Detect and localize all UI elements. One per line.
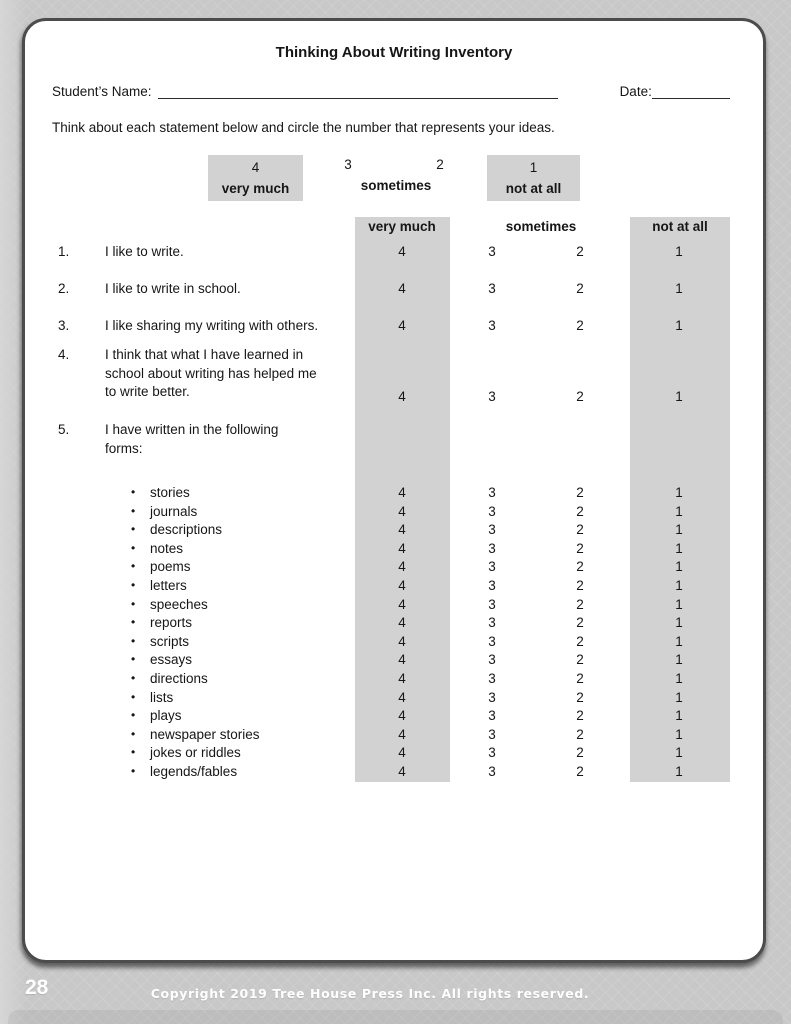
date-label: Date: — [619, 84, 652, 99]
legend-very-much-box — [208, 155, 303, 201]
form-label: jokes or riddles — [150, 745, 241, 760]
rating-option-3: 3 — [488, 615, 496, 630]
statement-row — [25, 316, 763, 335]
rating-option-1: 1 — [675, 745, 683, 760]
statement-text: school about writing has helped me — [105, 365, 317, 381]
bullet-icon: • — [131, 559, 136, 573]
bullet-icon: • — [131, 541, 136, 555]
bullet-icon: • — [131, 634, 136, 648]
rating-option-2: 2 — [576, 764, 584, 779]
page-title: Thinking About Writing Inventory — [275, 44, 513, 61]
rating-option-2: 2 — [576, 485, 584, 500]
rating-option-3: 3 — [488, 727, 496, 742]
rating-option-4: 4 — [398, 244, 406, 259]
rating-option-3: 3 — [488, 318, 496, 333]
statement-ratings-row — [25, 387, 763, 406]
bullet-icon: • — [131, 652, 136, 666]
rating-option-3: 3 — [488, 671, 496, 686]
rating-option-3: 3 — [488, 745, 496, 760]
rating-option-1: 1 — [675, 708, 683, 723]
rating-option-1: 1 — [675, 578, 683, 593]
rating-option-1: 1 — [675, 318, 683, 333]
worksheet-card — [22, 18, 766, 963]
rating-option-2: 2 — [576, 389, 584, 404]
column-header-sometimes: sometimes — [505, 219, 577, 234]
rating-option-1: 1 — [675, 281, 683, 296]
date-line — [652, 85, 730, 99]
rating-option-2: 2 — [576, 504, 584, 519]
statement-text: I like sharing my writing with others. — [105, 318, 319, 333]
statement-text: I think that what I have learned in — [105, 347, 304, 362]
form-row — [25, 502, 763, 521]
rating-option-3: 3 — [488, 541, 496, 556]
rating-option-4: 4 — [398, 485, 406, 500]
student-name-line — [158, 85, 558, 99]
rating-option-3: 3 — [488, 690, 496, 705]
rating-option-1: 1 — [675, 652, 683, 667]
rating-option-2: 2 — [576, 578, 584, 593]
rating-option-3: 3 — [488, 244, 496, 259]
rating-option-3: 3 — [488, 708, 496, 723]
bullet-icon: • — [131, 764, 136, 778]
rating-option-3: 3 — [488, 559, 496, 574]
bottom-band — [8, 1010, 783, 1024]
rating-option-3: 3 — [488, 634, 496, 649]
rating-option-1: 1 — [675, 671, 683, 686]
statement-row — [25, 279, 763, 298]
form-label: newspaper stories — [150, 727, 260, 742]
form-label: lists — [150, 690, 174, 705]
bullet-icon: • — [131, 504, 136, 518]
legend-not-at-all-box — [487, 155, 580, 201]
form-label: reports — [150, 615, 193, 630]
rating-option-4: 4 — [398, 615, 406, 630]
form-label: directions — [150, 671, 208, 686]
statement-row — [25, 242, 763, 261]
bullet-icon: • — [131, 522, 136, 536]
rating-option-2: 2 — [576, 541, 584, 556]
rating-option-3: 3 — [488, 764, 496, 779]
rating-option-2: 2 — [576, 318, 584, 333]
rating-option-4: 4 — [398, 541, 406, 556]
rating-option-1: 1 — [675, 615, 683, 630]
rating-option-1: 1 — [675, 504, 683, 519]
rating-option-4: 4 — [398, 389, 406, 404]
form-label: plays — [150, 708, 182, 723]
page-number: 28 — [25, 976, 49, 999]
rating-option-4: 4 — [398, 745, 406, 760]
rating-option-4: 4 — [398, 522, 406, 537]
rating-option-3: 3 — [488, 597, 496, 612]
bullet-icon: • — [131, 708, 136, 722]
rating-option-1: 1 — [675, 727, 683, 742]
rating-option-4: 4 — [398, 634, 406, 649]
statement-text: I like to write. — [105, 244, 184, 259]
legend-label-not-at-all: not at all — [505, 181, 562, 196]
rating-option-3: 3 — [488, 578, 496, 593]
rating-option-1: 1 — [675, 634, 683, 649]
rating-option-3: 3 — [488, 504, 496, 519]
rating-option-2: 2 — [576, 727, 584, 742]
form-label: legends/fables — [150, 764, 238, 779]
rating-option-3: 3 — [488, 485, 496, 500]
bullet-icon: • — [131, 615, 136, 629]
rating-option-2: 2 — [576, 708, 584, 723]
form-row — [25, 539, 763, 558]
form-row — [25, 725, 763, 744]
column-header-very-much: very much — [368, 219, 436, 234]
rating-option-3: 3 — [488, 522, 496, 537]
form-row — [25, 743, 763, 762]
form-row — [25, 576, 763, 595]
rating-option-1: 1 — [675, 522, 683, 537]
rating-option-1: 1 — [675, 764, 683, 779]
instruction-text: Think about each statement below and circle the number that represents your ideas. — [52, 120, 555, 135]
rating-option-1: 1 — [675, 244, 683, 259]
legend-value-1: 1 — [529, 160, 538, 175]
legend-value-3: 3 — [344, 157, 352, 172]
rating-option-1: 1 — [675, 690, 683, 705]
rating-option-2: 2 — [576, 281, 584, 296]
form-row — [25, 613, 763, 632]
rating-option-4: 4 — [398, 764, 406, 779]
form-label: poems — [150, 559, 191, 574]
rating-option-4: 4 — [398, 318, 406, 333]
rating-option-2: 2 — [576, 634, 584, 649]
form-label: descriptions — [150, 522, 223, 537]
form-row — [25, 706, 763, 725]
rating-option-2: 2 — [576, 690, 584, 705]
rating-option-4: 4 — [398, 559, 406, 574]
rating-option-2: 2 — [576, 671, 584, 686]
form-label: scripts — [150, 634, 190, 649]
rating-option-4: 4 — [398, 504, 406, 519]
rating-option-4: 4 — [398, 281, 406, 296]
legend-value-2: 2 — [436, 157, 444, 172]
form-row — [25, 650, 763, 669]
rating-option-4: 4 — [398, 727, 406, 742]
legend-value-4: 4 — [251, 160, 260, 175]
bullet-icon: • — [131, 727, 136, 741]
rating-option-4: 4 — [398, 578, 406, 593]
statement-row — [58, 421, 279, 458]
bullet-icon: • — [131, 671, 136, 685]
rating-option-2: 2 — [576, 522, 584, 537]
form-label: letters — [150, 578, 187, 593]
rating-option-2: 2 — [576, 745, 584, 760]
statement-text: I have written in the following — [105, 422, 279, 437]
rating-option-3: 3 — [488, 652, 496, 667]
legend-label-sometimes: sometimes — [360, 178, 432, 193]
bullet-icon: • — [131, 578, 136, 592]
rating-option-2: 2 — [576, 652, 584, 667]
student-name-label: Student’s Name: — [52, 84, 152, 99]
form-row — [25, 595, 763, 614]
rating-option-1: 1 — [675, 389, 683, 404]
statement-number: 4. — [58, 347, 70, 362]
form-row — [25, 688, 763, 707]
form-label: notes — [150, 541, 184, 556]
statement-number: 3. — [58, 318, 70, 333]
form-row — [25, 483, 763, 502]
rating-option-2: 2 — [576, 559, 584, 574]
rating-option-4: 4 — [398, 671, 406, 686]
form-row — [25, 632, 763, 651]
rating-option-2: 2 — [576, 597, 584, 612]
rating-option-1: 1 — [675, 541, 683, 556]
bullet-icon: • — [131, 485, 136, 499]
column-header-not-at-all: not at all — [652, 219, 708, 234]
bullet-icon: • — [131, 597, 136, 611]
rating-option-1: 1 — [675, 485, 683, 500]
rating-option-2: 2 — [576, 615, 584, 630]
statement-number: 5. — [58, 422, 70, 437]
bullet-icon: • — [131, 690, 136, 704]
rating-option-4: 4 — [398, 652, 406, 667]
rating-option-4: 4 — [398, 708, 406, 723]
bullet-icon: • — [131, 745, 136, 759]
form-row — [25, 762, 763, 781]
statement-number: 2. — [58, 281, 70, 296]
rating-option-4: 4 — [398, 690, 406, 705]
statement-text: I like to write in school. — [105, 281, 241, 296]
rating-option-3: 3 — [488, 389, 496, 404]
rating-option-2: 2 — [576, 244, 584, 259]
copyright-text: Copyright 2019 Tree House Press Inc. All rights reserved. — [150, 986, 590, 1001]
legend-label-very-much: very much — [221, 181, 290, 196]
name-date-row — [52, 81, 737, 99]
form-row — [25, 520, 763, 539]
form-row — [25, 557, 763, 576]
form-label: speeches — [150, 597, 208, 612]
form-label: journals — [150, 504, 198, 519]
form-label: stories — [150, 485, 190, 500]
form-label: essays — [150, 652, 193, 667]
rating-option-4: 4 — [398, 597, 406, 612]
rating-option-1: 1 — [675, 559, 683, 574]
rating-option-3: 3 — [488, 281, 496, 296]
statement-text: forms: — [105, 440, 143, 456]
rating-option-1: 1 — [675, 597, 683, 612]
form-row — [25, 669, 763, 688]
statement-number: 1. — [58, 244, 70, 259]
statement-text: to write better. — [105, 384, 190, 399]
